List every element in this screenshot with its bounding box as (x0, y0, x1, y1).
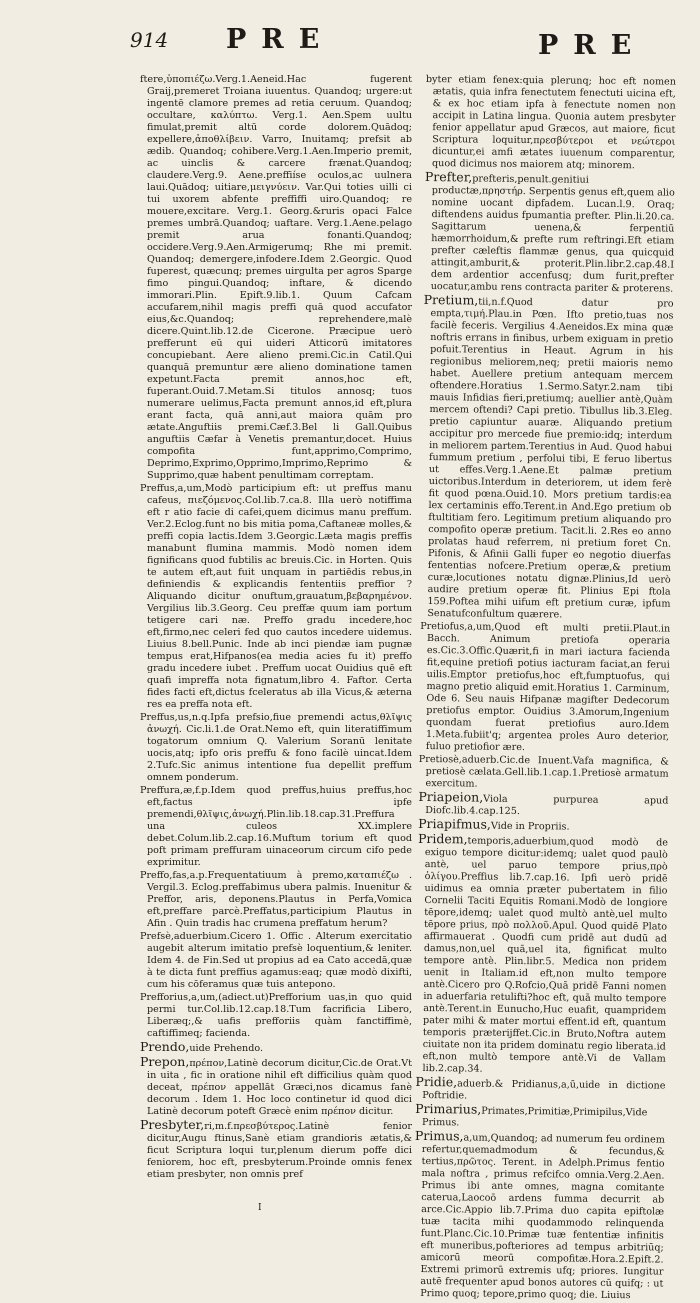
entry-text: Prefsè,aduerbium.Cicero 1. Offic . Alterum exercitatio augebit alterum imitatio prefsè loquentium,& leniter. Idem 4. de Fin.Sed ut propius ad ea Cato accedā,quæ à te dicta funt preffius agamus:eaq; quæ modò dixifti, cum his cōferamus quæ tuis antepono. (140, 931, 412, 990)
signature-mark: I (258, 1203, 262, 1213)
dictionary-entry (140, 1041, 412, 1055)
dictionary-entry (419, 621, 670, 756)
entry-headword: Primus, (414, 1127, 464, 1144)
entry-headword: Prendo, (140, 1039, 190, 1054)
entry-text: a,um,Quandoq; ad numerum feu ordinem refertur,quemadmodum & fecundus,& tertius,πρῶτος. Terent. in Adelph.Primus fentio mala noftra , primus refcifco omnia.Verg.2.Aen. Primus ibi ante omnes, magna comitante caterua,Laocoō ardens fumma decurrit ab arce.Cic.Appio lib.7.Prima duo capita epiftolæ tuæ tacita mihi quodammodo relinquenda funt.Planc.Cic.10.Primæ tuæ fententiæ infinitis eft muneribus,pofteriores ad tempus arbitriūq; amicorū meorū compofitæ.Hora.2.Epift.2. Extremi primorū extremis ufq; priores. Iungitur autē frequenter apud bonos autores cū quifq; : ut Primo quoq; tepore,primo quoq; die. Liuius (420, 1132, 665, 1302)
entry-text: Preffura,æ,f.p.Idem quod preffus,huius preffus,hoc eft,factus ipfe premendi,θλῖψις,ἀνωχή.Plin.lib.18.cap.31.Preffura una culeos XX.implere debet.Colum.lib.2.cap.16.Muftum torium eft quod poft primam preffuram uinaceorum circum cifo pede exprimitur. (140, 785, 412, 868)
entry-headword: Pretium, (423, 291, 479, 308)
dictionary-entry (140, 1119, 412, 1181)
entry-text: Viola purpurea apud Diofc.lib.4.cap.125. (425, 793, 669, 818)
dictionary-entry (418, 788, 669, 820)
entry-text: Preffo,fas,a.p.Frequentatiuum à premo,καταπιέζω . Vergil.3. Eclog.preffabimus ubera palmis. Inuenitur & Preffor, aris, deponens.Plautus in Perfa,Vomica eft,preffare parcè.Preffatus,participium Plautus in Afin . Quin tradis hac crumena preffatum herum? (140, 870, 412, 929)
dictionary-entry (140, 785, 412, 869)
dictionary-entry (140, 870, 412, 930)
dictionary-entry (140, 931, 412, 991)
entry-headword: Pridem, (417, 830, 468, 847)
entry-text: Primates,Primitiæ,Primipilus,Vide Primus. (421, 1105, 648, 1129)
dictionary-entry (140, 1056, 412, 1118)
entry-text: Preffus,a,um,Modò participium eft: ut preffus manu cafeus, πιεζόμενος.Col.lib.7.ca.8. Illa uerò notiffima eft r atio facie di cafei,quem dicimus manu preffum. Ver.2.Eclog.funt no bis mitia poma,Caftaneæ molles,& preffi copia lactis.Idem 3.Georgic.Læta magis preffis manabunt flumina mammis. Modò nomen idem fignificans quod fubtilis ac breuis.Cic. in Horten. Quis te autem eft,aut fuit unquam in partiēdis rebus,in definiendis & explicandis fententiis preffior ? Aliquando dicitur onuftum,grauatum,βεβαρημένον. Vergilius lib.3.Georg. Ceu preffæ quum iam portum tetigere cari næ. Preffo gradu incedere,hoc eft,firmo,nec celeri fed quo cautos incedere uidemus. Liuius 8.bell.Punic. Inde ab inci piendæ iam pugnæ tempus erat,Hifpanos(ea media acies fu it) preffo gradu incedere iubet . Preffum uocat Ouidius quē eft quafi impreffa nota fignatum,libro 4. Faftor. Certa fides facti eft,dictus fceleratus ab illa Vicus,& æterna res ea preffa nota eft. (140, 483, 412, 710)
entry-headword: Priapeion, (418, 788, 484, 805)
header-guide-word-right: PRE (538, 30, 647, 61)
entry-text: uide Prehendo. (189, 1043, 264, 1054)
header-guide-word-left: PRE (226, 24, 335, 55)
entry-text: byter etiam fenex:quia plerunq; hoc eft nomen ætatis, quia infra fenectutem fenectuti uicina eft, & ex hoc etiam ipfa à fenectute nomen non accipit in Latina lingua. Quonia autem presbyter fenior appellatur apud Græcos, aut maiore, ficut Scriptura loquitur,πρεσβύτεροι et νεώτεροι dicuntur,ei amfi ætates iuuenum comparentur, quod dicimus nos maiorem atq; minorem. (425, 74, 676, 172)
dictionary-entry (140, 992, 412, 1040)
entry-text: Vide in Propriis. (490, 820, 570, 833)
dictionary-entry (415, 1100, 665, 1132)
dictionary-entry (140, 483, 412, 711)
dictionary-entry (419, 754, 669, 793)
entry-text: ri,m.f.πρεσβύτερος.Latinè fenior dicitur,Augu ftinus,Sanè etiam grandioris ætatis,& ficut Scriptura loqui tur,plenum dierum poffe dici feniorem, hoc eft, presbyterum.Proinde omnis fenex etiam presbyter, non omnis pref (147, 1121, 412, 1180)
dictionary-entry (413, 1127, 665, 1303)
dictionary-entry (140, 712, 412, 784)
entry-text: Pretiosè,aduerb.Cic.de Inuent.Vafa magnifica, & pretiosè cælata.Gell.lib.1.cap.1.Pretiosè armatum exercitum. (418, 753, 669, 790)
entry-headword: Prepon, (140, 1054, 190, 1069)
entry-text: ftere,ὑποπιέζω.Verg.1.Aeneid.Hac fugerent Graij,premeret Troiana iuuentus. Quandoq; urgere:ut ingentē clamore premes ad retia ceruum. Quandoq; occultare, καλύπτω. Verg.1. Aen.Spem uultu fimulat,premit altū corde dolorem.Quādoq; expellere,ἀποθλίβειν. Varro, Inuitamq; prefsit ab ædib. Quandoq; cohibere.Verg.1.Aen.Imperio premit, ac uinclis & carcere frænat.Quandoq; claudere.Verg.9. Aene.preffiíse oculos,ac uulnera laui.Quādoq; uitiare,μειγνύειν. Var.Qui toties uilli ci tui uxorem abfente preffiffi uiro.Quandoq; re mouere,excitare. Verg.1. Georg.&ruris opaci Falce premes umbrā.Quandoq; uaftare. Verg.1.Aene.pelago premit arua fonanti.Quandoq; occidere.Verg.9.Aen.Armigerumq; Rhe mi premit. Quandoq; demergere,infodere.Idem 2.Georgic. Quod fuperest, quæcunq; premes uirgulta per agros Sparge fimo pingui.Quandoq; inftare, & dicendo immorari.Plin. Epift.9.lib.1. Quum Cafcam accufarem,nihil magis preffi quā quod accufator eius,&c.Quandoq; reprehendere,malè dicere.Quint.lib.12.de Cicerone. Præcipue uerò prefferunt eū qui uideri Atticorū imitatores concupiebant. Aere alieno premi.Cic.in Catil.Qui quanquā premuntur ære alieno dominatione tamen expetunt.Facta premit annos,hoc eft, fuperant.Ouid.7.Metam.Si titulos annosq; tuos numerare uelimus,Facta premunt annos,id eft,plura erant facta, quā anni,aut maiora quām pro ætate.Anguftiis premi.Cæf.3.Bel li Gall.Quibus anguftiis Cæfar à Venetis premantur,docet. Huius compofita funt,apprimo,Comprimo, Deprimo,Exprimo,Opprimo,Imprimo,Reprimo & Supprimo,quæ habent penultimam correptam. (140, 74, 412, 481)
dictionary-entry (420, 291, 674, 623)
entry-text: aduerb.& Pridianus,a,ū,uide in dictione Poftridie. (422, 1078, 666, 1102)
entry-text: prefteris,penult.genitiui productæ,πρηστήρ. Serpentis genus eft,quem alio nomine uocant dipfadem. Lucan.l.9. Oraq; diftendens auidus fpumantia prefter. Plin.li.20.ca. Sagittarum uenena,& ferpentiū hæmorrhoidum,& prefte rum reftringi.Eft etiam prefter cæleftis flammæ genus, qua quicquid attingit,amburit,& proterit.Plin.libr.2.cap.48.I dem ardentior accenfusq; dum furit,prefter uocatur,ambu rens contracta pariter & proterens. (430, 173, 675, 295)
right-text-column (414, 74, 676, 1302)
entry-text: tii,n.f.Quod datur pro empta,τιμή.Plau.in Pœn. Ifto pretio,tuas nos facilè feceris. Vergilius 4.Aeneidos.Ex mina quæ noftris errans in finibus, urbem exiguam in pretio pofuit.Terentius in Heaut. Agrum in his regionibus meliorem,neq; pretii maioris nemo habet. Auellere pretium antequam mercem oftendere.Horatius 1.Sermo.Satyr.2.nam tibi mauis Infidias fieri,pretiumq; auellier antè,Quàm mercem oftendi? Capi pretio. Tibullus lib.3.Eleg. pretio capiuntur auaræ. Aliquando pretium accipitur pro mercede fiue premio:idq; interdum in meliorem partem.Terentius in Aud. Quod habui fummum pretium , perfolui tibi, E feruo libertus ut effes.Verg.1.Aene.Et palmæ pretium uictoribus.Interdum in deteriorem, ut idem ferè fit quod pœna.Ouid.10. Mors pretium tardis:ea lex certaminis effo.Terent.in And.Ego pretium ob ftultitiam fero. Legitimum pretium aliquando pro compofito operæ pretium. Tacit.li. 2.Res eo anno prolatas haud referrem, ni pretium foret Cn. Pifonis, & Afinii Galli fuper eo negotio diuerfas fententias nofcere.Pretium operæ,& pretium curæ,locutiones notatu dignæ.Plinius,Id uerò audire pretium operæ fit. Plinius Epi ftola 159.Poftea mihi uifum eft pretium curæ, ipfum Senatufconfultum quærere. (427, 296, 674, 621)
dictionary-entry (415, 1073, 666, 1105)
running-header (0, 22, 700, 62)
left-text-column (140, 74, 412, 1180)
entry-headword: Prefter, (424, 168, 473, 185)
entry-text: Preffus,us,n.q.Ipfa prefsio,fiue premendi actus,θλῖψις ἀνωχή. Cic.li.1.de Orat.Nemo eft, quin literatiffimum togatorum omnium Q. Valerium Soranū lenitate uocis,atq; ipfo oris preffu & fono facilè uincat.Idem 2.Tufc.Sic animus intentione fua depellit preffum omnem ponderum. (140, 712, 412, 783)
entry-headword: Priapifmus, (418, 815, 491, 832)
entry-headword: Primarius, (415, 1100, 482, 1117)
dictionary-entry (424, 168, 675, 296)
entry-headword: Pridie, (415, 1073, 458, 1090)
entry-text: πρέπον,Latinè decorum dicitur,Cic.de Orat.Vt in uita , fic in oratione nihil eft difficilius quàm quod deceat, πρέπον appellāt Græci,nos dicamus fanè decorum . Idem 1. Hoc loco continetur id quod dici Latinè decorum poteft Græcè enim πρέπον dicitur. (147, 1058, 412, 1117)
entry-text: Pretiofus,a,um,Quod eft multi pretii.Plaut.in Bacch. Animum pretiofa operaria es.Cic.3.Offic.Quærit,fi in mari iactura facienda fit,equine pretiofi potius iacturam faciat,an ferui uilis.Emptor pretiofus,hoc eft,fumptuofus, qui magno pretio aliquid emit.Horatius 1. Carminum, Ode 6. Seu nauis Hifpanæ magifter Dedecorum pretiofus emptor. Ouidius 3.Amorum,Ingenium quondam fuerat pretiofius auro.Idem 1.Meta.fubiit'q; argentea proles Auro deterior, fuluo pretiofior ære. (420, 620, 671, 754)
dictionary-entry (425, 74, 676, 173)
entry-headword: Presbyter, (140, 1117, 205, 1132)
page-number: 914 (130, 28, 169, 52)
dictionary-entry (140, 74, 412, 482)
dictionary-entry (416, 830, 669, 1078)
entry-text: Prefforius,a,um,(adiect.ut)Prefforium uas,in quo quid permi tur.Col.lib.12.cap.18.Tum facrificia Libero, Liberæq;,& uafis prefforiis quàm fanctiffimè, caftiffimeq; facienda. (140, 992, 412, 1039)
entry-text: temporis,aduerbium,quod modò de exiguo tempore dicitur:idemq; ualet quod paulò antè, uel paruo tempore prius,πρὸ ὀλίγου.Preffius lib.7.cap.16. Ipfi uerò pridē uidimus ea omnia præter pubertatem in filio Cornelii Taciti Equitis Romani.Modò de longiore tēpore,idemq; ualet quod multò antè,uel multo tēpore prius, πρὸ πολλοῦ.Apul. Quod quidē Plato affirmauerat . Quodfi cum pridē aut dudū ad damus,non,uel quā,uel ita, fignificat multo tempore antè. Plin.libr.5. Medica non pridem uenit in Italiam.id eft,non multo tempore antè.Cicero pro Q.Rofcio,Quā pridē Fanni nomen in aduerfaria retulifti?hoc eft, quā multo tempore antè.Terent.in Eunucho,Huc euafit, quampridem pater mihi & mater mortui effent.id eft, quantum temporis præterijffet.Cic.in Bruto,Noftra autem ciuitate non ita pridem dominatu regio liberata.id eft,non multò tempore antè.Vi de Vallam lib.2.cap.34. (422, 835, 669, 1075)
